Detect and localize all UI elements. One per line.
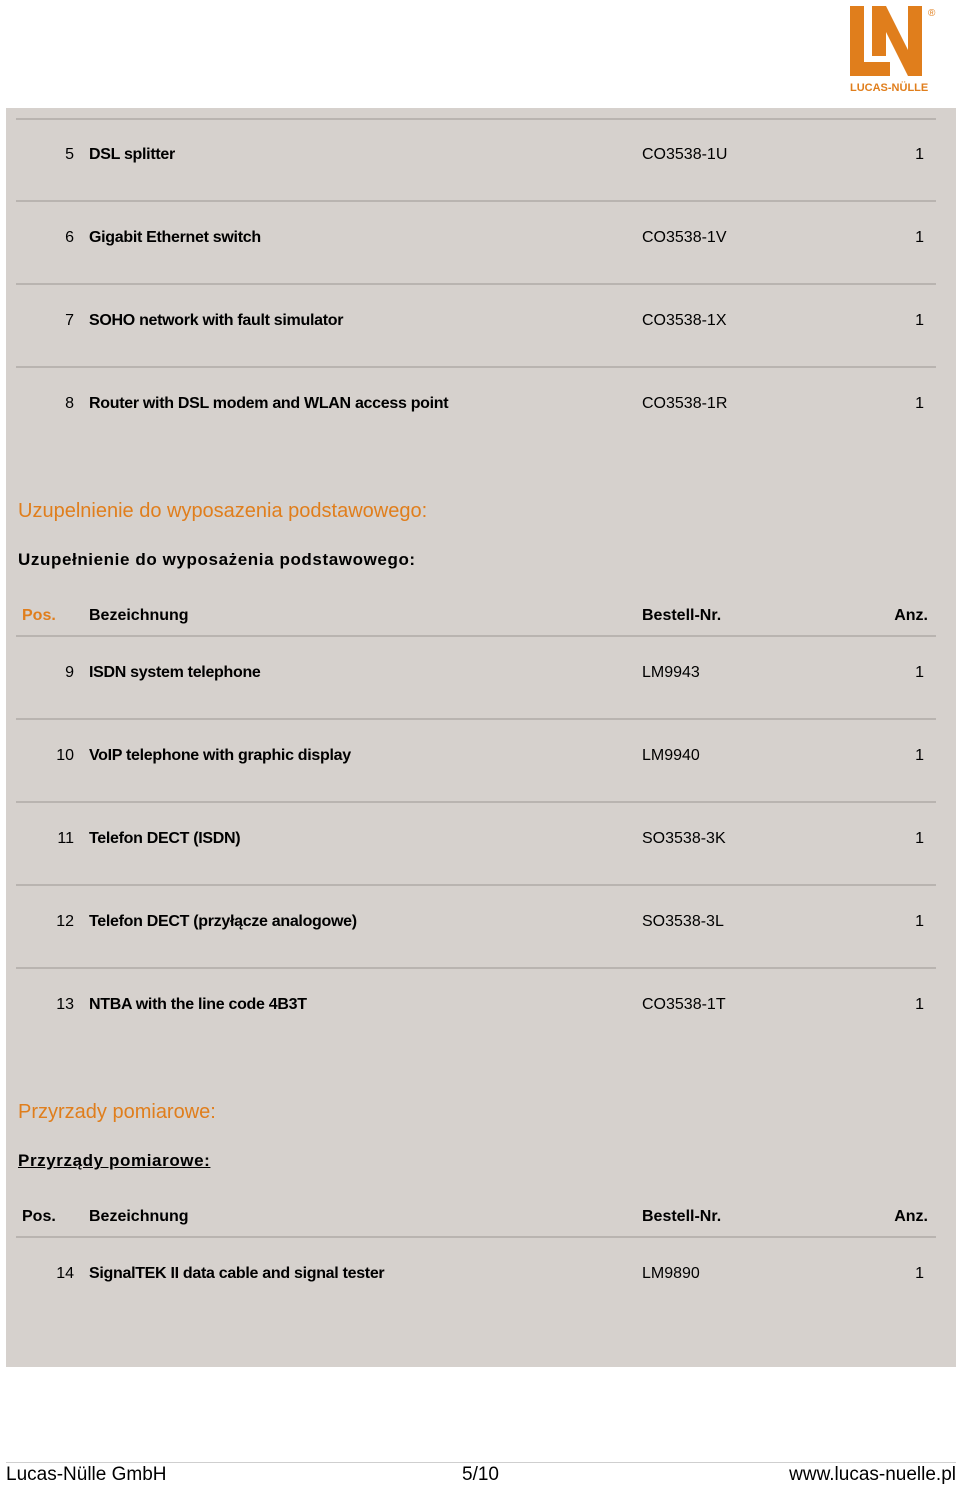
ln-logo-icon — [848, 6, 938, 94]
header-pos: Pos. — [22, 1208, 56, 1225]
row-desc: ISDN system telephone — [89, 664, 261, 681]
section-title: Uzupełnienie do wyposażenia podstawowego: — [18, 550, 416, 569]
row-desc: Telefon DECT (przyłącze analogowe) — [89, 913, 357, 930]
header-qty: Anz. — [894, 1208, 928, 1225]
lucas-nuelle-logo — [848, 6, 938, 94]
header-qty: Anz. — [894, 607, 928, 624]
row-pos: 5 — [65, 146, 74, 163]
header-divider — [16, 635, 936, 637]
row-divider — [16, 283, 936, 285]
row-pos: 6 — [65, 229, 74, 246]
row-desc: Router with DSL modem and WLAN access point — [89, 395, 449, 412]
row-desc: SOHO network with fault simulator — [89, 312, 344, 329]
row-divider — [16, 200, 936, 202]
row-desc: Telefon DECT (ISDN) — [89, 830, 241, 847]
row-pos: 13 — [56, 996, 74, 1013]
row-divider — [16, 801, 936, 803]
header-pos: Pos. — [22, 607, 56, 624]
row-pos: 8 — [65, 395, 74, 412]
row-divider — [16, 884, 936, 886]
row-qty: 1 — [915, 395, 924, 412]
row-article: LM9940 — [642, 747, 700, 764]
header-desc: Bezeichnung — [89, 1208, 189, 1225]
row-desc: SignalTEK II data cable and signal tester — [89, 1265, 385, 1282]
row-article: CO3538-1U — [642, 146, 728, 163]
row-desc: Gigabit Ethernet switch — [89, 229, 261, 246]
header-desc: Bezeichnung — [89, 607, 189, 624]
row-qty: 1 — [915, 747, 924, 764]
row-desc: DSL splitter — [89, 146, 175, 163]
footer-divider — [6, 1462, 956, 1463]
row-article: SO3538-3K — [642, 830, 726, 847]
row-qty: 1 — [915, 1265, 924, 1282]
row-divider — [16, 118, 936, 120]
row-divider — [16, 718, 936, 720]
row-qty: 1 — [915, 913, 924, 930]
row-desc: NTBA with the line code 4B3T — [89, 996, 307, 1013]
row-article: CO3538-1T — [642, 996, 726, 1013]
row-pos: 10 — [56, 747, 74, 764]
row-pos: 9 — [65, 664, 74, 681]
svg-text:LUCAS-NÜLLE: LUCAS-NÜLLE — [850, 82, 929, 94]
svg-text:®: ® — [928, 8, 936, 19]
row-article: SO3538-3L — [642, 913, 724, 930]
section-title-orange: Uzupelnienie do wyposazenia podstawowego: — [18, 500, 428, 522]
row-qty: 1 — [915, 830, 924, 847]
row-article: LM9943 — [642, 664, 700, 681]
row-qty: 1 — [915, 229, 924, 246]
row-qty: 1 — [915, 996, 924, 1013]
row-divider — [16, 967, 936, 969]
row-article: CO3538-1R — [642, 395, 728, 412]
content-panel — [6, 108, 956, 1367]
row-qty: 1 — [915, 146, 924, 163]
row-pos: 12 — [56, 913, 74, 930]
row-pos: 14 — [56, 1265, 74, 1282]
row-qty: 1 — [915, 312, 924, 329]
row-divider — [16, 366, 936, 368]
header-divider — [16, 1236, 936, 1238]
row-qty: 1 — [915, 664, 924, 681]
row-article: CO3538-1X — [642, 312, 727, 329]
row-pos: 11 — [57, 830, 74, 847]
row-article: CO3538-1V — [642, 229, 727, 246]
header-article: Bestell-Nr. — [642, 1208, 722, 1225]
footer-company: Lucas-Nülle GmbH — [6, 1464, 167, 1485]
section-title-orange: Przyrzady pomiarowe: — [18, 1101, 216, 1123]
section-title: Przyrządy pomiarowe: — [18, 1151, 211, 1170]
header-article: Bestell-Nr. — [642, 607, 722, 624]
row-article: LM9890 — [642, 1265, 700, 1282]
footer-page-number: 5/10 — [462, 1464, 499, 1485]
row-desc: VoIP telephone with graphic display — [89, 747, 351, 764]
footer-website-link[interactable]: www.lucas-nuelle.pl — [789, 1464, 956, 1485]
row-pos: 7 — [65, 312, 74, 329]
